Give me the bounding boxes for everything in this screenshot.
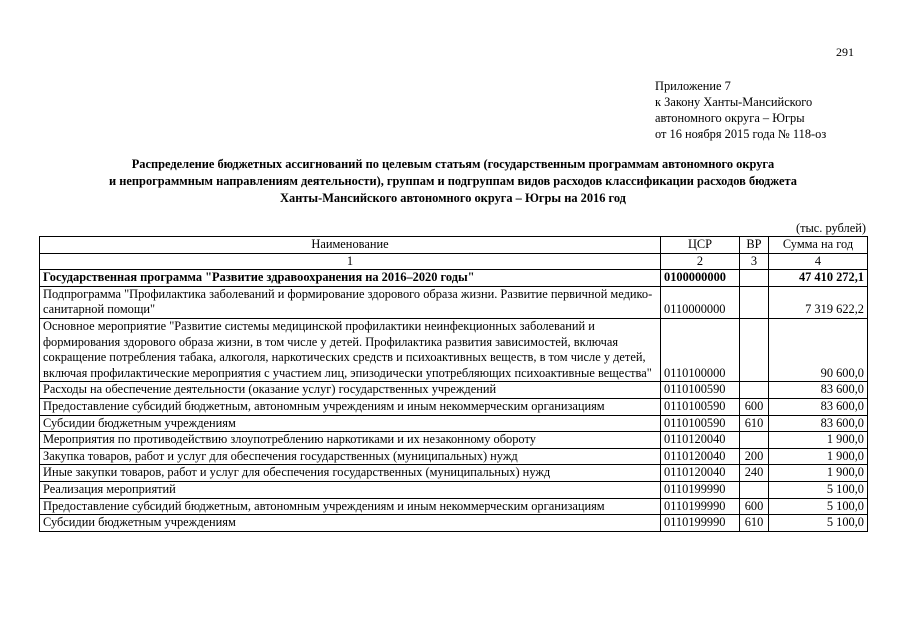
row-csr: 0110120040 [661, 448, 740, 465]
row-sum: 1 900,0 [769, 465, 868, 482]
table-row [40, 432, 868, 449]
header-vr: ВР [740, 237, 769, 254]
row-vr [740, 270, 769, 287]
row-csr: 0100000000 [661, 270, 740, 287]
row-name: Предоставление субсидий бюджетным, автономным учреждениям и иным некоммерческим организациям [40, 498, 661, 515]
table-row [40, 270, 868, 287]
row-name: Иные закупки товаров, работ и услуг для обеспечения государственных (муниципальных) нужд [40, 465, 661, 482]
row-name: Реализация мероприятий [40, 481, 661, 498]
row-name: Субсидии бюджетным учреждениям [40, 415, 661, 432]
units-label: (тыс. рублей) [795, 221, 866, 235]
column-number-row [40, 253, 868, 270]
row-name: Подпрограмма "Профилактика заболеваний и формирование здорового образа жизни. Развитие первичной медико-санитарной помощи" [40, 286, 661, 318]
row-csr: 0110000000 [661, 286, 740, 318]
document-title [40, 156, 866, 207]
row-sum: 1 900,0 [769, 448, 868, 465]
table-row [40, 398, 868, 415]
column-number: 3 [740, 253, 769, 270]
row-csr: 0110100000 [661, 318, 740, 381]
table-row [40, 481, 868, 498]
row-vr [740, 481, 769, 498]
row-vr [740, 286, 769, 318]
table-row [40, 318, 868, 381]
table-row [40, 448, 868, 465]
row-name: Расходы на обеспечение деятельности (оказание услуг) государственных учреждений [40, 382, 661, 399]
row-name: Предоставление субсидий бюджетным, автономным учреждениям и иным некоммерческим организациям [40, 398, 661, 415]
header-name: Наименование [40, 237, 661, 254]
column-number: 4 [769, 253, 868, 270]
table-row [40, 498, 868, 515]
row-sum: 5 100,0 [769, 498, 868, 515]
header-csr: ЦСР [661, 237, 740, 254]
row-vr [740, 318, 769, 381]
row-vr: 240 [740, 465, 769, 482]
row-vr: 200 [740, 448, 769, 465]
table-row [40, 515, 868, 532]
row-csr: 0110199990 [661, 515, 740, 532]
row-sum: 7 319 622,2 [769, 286, 868, 318]
table-row [40, 465, 868, 482]
header-sum: Сумма на год [769, 237, 868, 254]
row-name: Мероприятия по противодействию злоупотреблению наркотиками и их незаконному обороту [40, 432, 661, 449]
table-row [40, 415, 868, 432]
row-sum: 47 410 272,1 [769, 270, 868, 287]
title-line: Ханты-Мансийского автономного округа – Югры на 2016 год [280, 191, 626, 205]
row-csr: 0110199990 [661, 481, 740, 498]
row-name: Субсидии бюджетным учреждениям [40, 515, 661, 532]
title-line: Распределение бюджетных ассигнований по целевым статьям (государственным программам автономного округа [131, 157, 775, 171]
row-vr [740, 382, 769, 399]
row-sum: 83 600,0 [769, 415, 868, 432]
row-name: Основное мероприятие "Развитие системы медицинской профилактики неинфекционных заболеваний и формирования здорового образа жизни, в том числе у детей. Профилактика развития зависимостей, включая сокращение потребления табака, алкоголя, наркотических средств и психоактивных веществ, в том числе у детей, включая профилактические мероприятия с участием лиц, эпизодически употребляющих психоактивные вещества" [40, 318, 661, 381]
row-vr: 610 [740, 415, 769, 432]
row-sum: 5 100,0 [769, 515, 868, 532]
row-vr [740, 432, 769, 449]
header-row [40, 237, 868, 254]
appendix-line: к Закону Ханты-Мансийского [655, 95, 813, 109]
row-sum: 5 100,0 [769, 481, 868, 498]
row-vr: 600 [740, 398, 769, 415]
column-number: 1 [40, 253, 661, 270]
table-row [40, 382, 868, 399]
appendix-line: автономного округа – Югры [655, 111, 805, 125]
row-csr: 0110100590 [661, 382, 740, 399]
row-csr: 0110120040 [661, 432, 740, 449]
row-csr: 0110199990 [661, 498, 740, 515]
row-sum: 1 900,0 [769, 432, 868, 449]
row-csr: 0110120040 [661, 465, 740, 482]
budget-table [39, 236, 868, 532]
column-number: 2 [661, 253, 740, 270]
page-number: 291 [836, 45, 854, 59]
row-csr: 0110100590 [661, 415, 740, 432]
row-name: Закупка товаров, работ и услуг для обеспечения государственных (муниципальных) нужд [40, 448, 661, 465]
row-csr: 0110100590 [661, 398, 740, 415]
row-sum: 83 600,0 [769, 398, 868, 415]
appendix-line: от 16 ноября 2015 года № 118-оз [655, 127, 827, 141]
row-name: Государственная программа "Развитие здравоохранения на 2016–2020 годы" [40, 270, 661, 287]
row-sum: 90 600,0 [769, 318, 868, 381]
row-vr: 610 [740, 515, 769, 532]
title-line: и непрограммным направлениям деятельности), группам и подгруппам видов расходов классификации расходов бюджета [109, 174, 797, 188]
row-vr: 600 [740, 498, 769, 515]
row-sum: 83 600,0 [769, 382, 868, 399]
table-row [40, 286, 868, 318]
appendix-line: Приложение 7 [655, 79, 731, 93]
appendix-reference [655, 78, 826, 142]
